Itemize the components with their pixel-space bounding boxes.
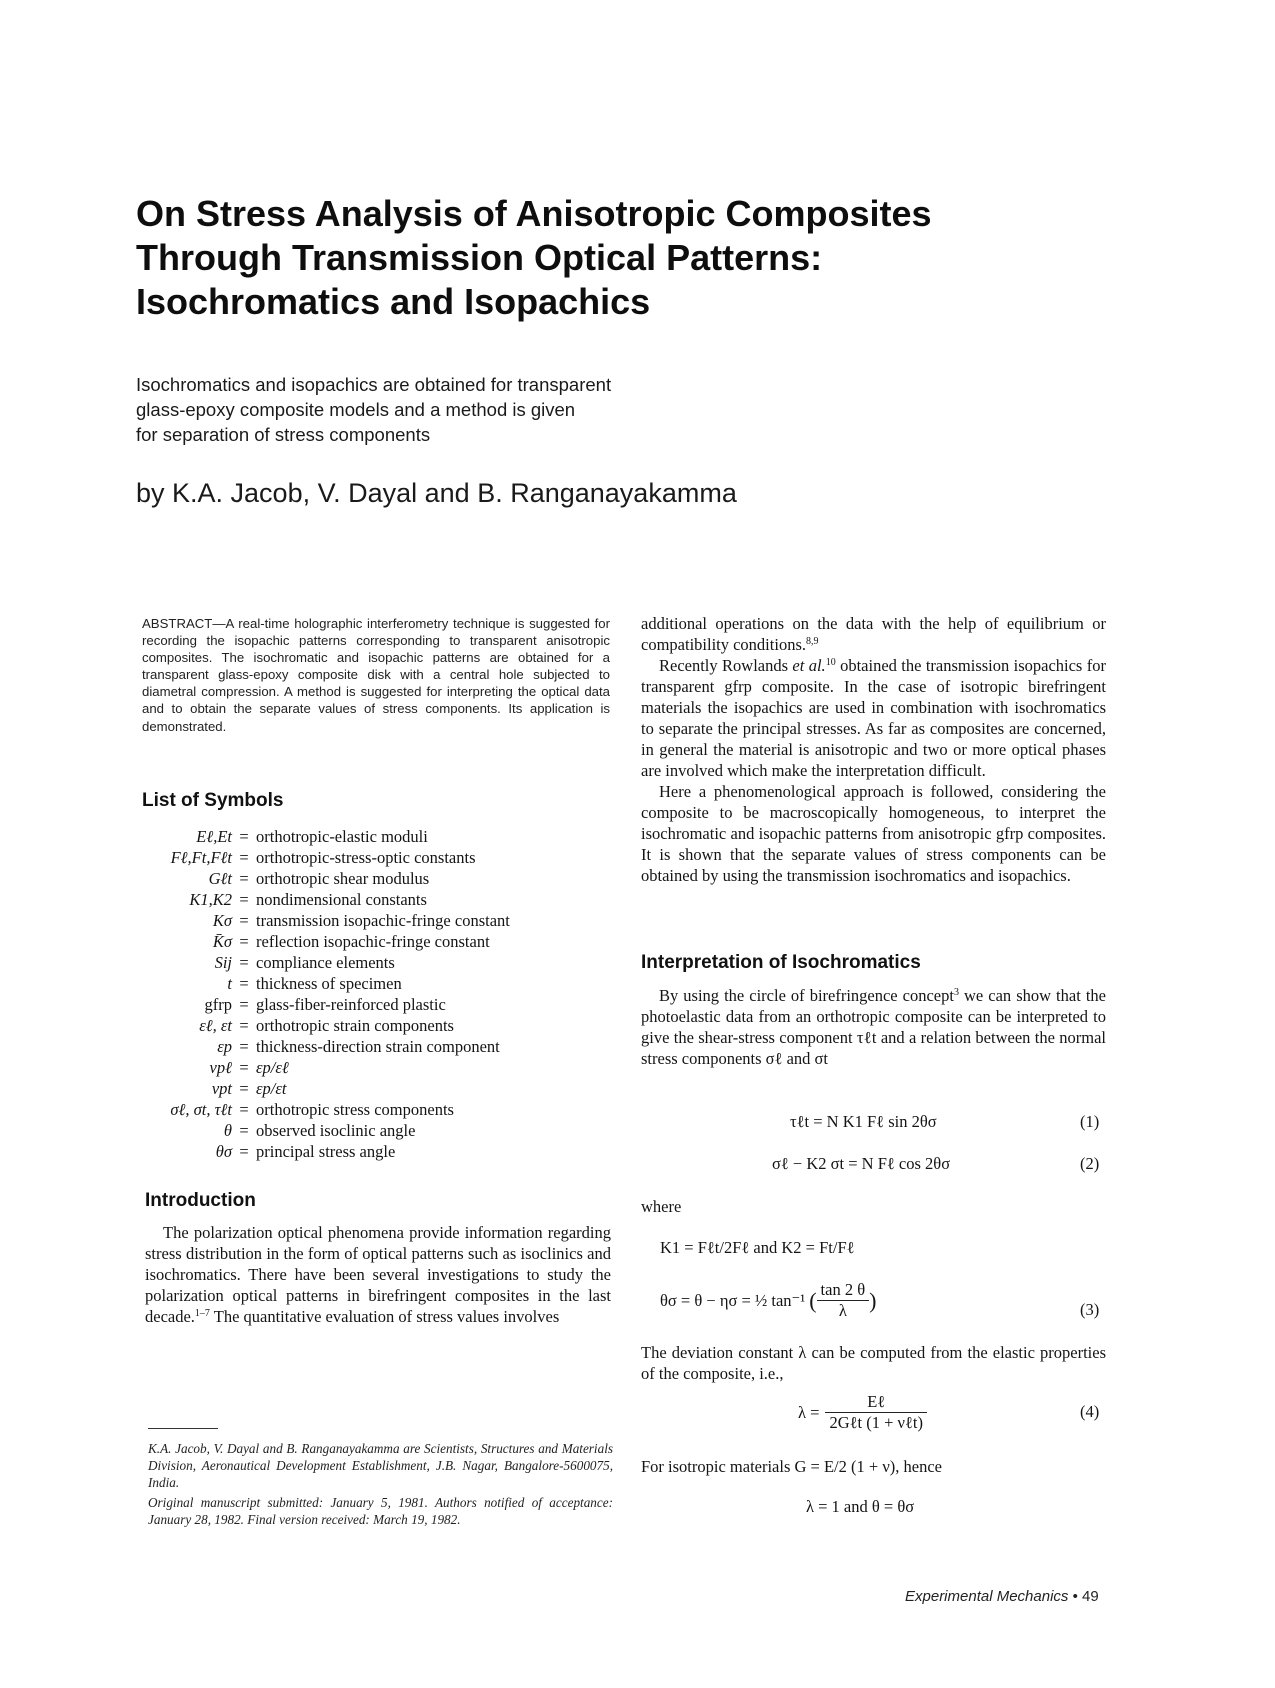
symbol-definition: orthotropic-stress-optic constants bbox=[256, 848, 476, 867]
equation-4 bbox=[798, 1392, 927, 1433]
symbol-definition: transmission isopachic-fringe constant bbox=[256, 911, 510, 930]
subtitle-line: Isochromatics and isopachics are obtained for transparent bbox=[136, 374, 612, 395]
symbol: Fℓ,Ft,Fℓt bbox=[170, 848, 232, 867]
symbol-row: Fℓ,Ft,Fℓt = orthotropic-stress-optic constants bbox=[120, 847, 620, 868]
paragraph: additional operations on the data with the help of equilibrium or compatibility conditions. bbox=[641, 614, 1106, 654]
symbol: Gℓt bbox=[208, 869, 232, 888]
abstract: ABSTRACT—A real-time holographic interferometry technique is suggested for recording the isopachic patterns corresponding to transparent anisotropic composites. The isochromatic and isopachic patterns are obtained for a transparent glass-epoxy composite disk with a central hole subjected to diametral compression. A method is suggested for interpreting the optical data and to obtain the separate values of stress components. Its application is demonstrated. bbox=[142, 616, 610, 734]
symbol: εp bbox=[217, 1037, 232, 1056]
symbol-row: t = thickness of specimen bbox=[120, 973, 620, 994]
intro-paragraph: The polarization optical phenomena provide information regarding stress distribution in the form of optical patterns such as isoclinics and isochromatics. There have been several investigations to study the polarization optical patterns in birefringent composites in the last decade. bbox=[145, 1223, 611, 1326]
symbol-definition: principal stress angle bbox=[256, 1142, 396, 1161]
symbol-definition: compliance elements bbox=[256, 953, 395, 972]
et-al: et al. bbox=[792, 656, 826, 675]
symbol-definition: thickness-direction strain component bbox=[256, 1037, 500, 1056]
symbol: εℓ, εt bbox=[199, 1016, 232, 1035]
paragraph: we can show that the photoelastic data from an orthotropic composite can be interpreted to give the shear-stress component τℓt and a relation between the normal stress components σℓ and σt bbox=[641, 986, 1106, 1068]
symbol-definition: orthotropic-elastic moduli bbox=[256, 827, 428, 846]
author-byline: by K.A. Jacob, V. Dayal and B. Ranganayakamma bbox=[136, 478, 737, 508]
symbol: Eℓ,Et bbox=[196, 827, 232, 846]
title-line: Isochromatics and Isopachics bbox=[136, 281, 651, 322]
symbol-definition: glass-fiber-reinforced plastic bbox=[256, 995, 446, 1014]
equation-1: τℓt = N K1 Fℓ sin 2θσ bbox=[790, 1112, 937, 1131]
manuscript-dates-footnote: Original manuscript submitted: January 5, 1981. Authors notified of acceptance: January 28, 1982. Final version received: March 19, 1982. bbox=[148, 1495, 613, 1527]
symbol-definition: reflection isopachic-fringe constant bbox=[256, 932, 490, 951]
equation-3-left: θσ = θ − ησ = ½ tan⁻¹ bbox=[660, 1290, 806, 1310]
paragraph: obtained the transmission isopachics for transparent gfrp composite. In the case of isotropic birefringent materials the isopachics are used in combination with isochromatics to separate the principal stresses. As far as composites are concerned, in general the material is anisotropic and two or more optical phases are involved which make the interpretation difficult. bbox=[641, 656, 1106, 780]
isochromatics-heading: Interpretation of Isochromatics bbox=[641, 952, 921, 973]
symbol-definition: orthotropic stress components bbox=[256, 1100, 454, 1119]
symbols-heading: List of Symbols bbox=[142, 790, 284, 811]
symbol: Kσ bbox=[212, 911, 232, 930]
symbol-row: θσ = principal stress angle bbox=[120, 1141, 620, 1162]
fraction-denominator: λ bbox=[838, 1301, 847, 1320]
equation-4-fraction bbox=[825, 1392, 927, 1433]
symbol: t bbox=[227, 974, 232, 993]
isochromatics-text bbox=[641, 985, 1106, 1069]
symbol: νpt bbox=[211, 1079, 232, 1098]
equation-4-left: λ = bbox=[798, 1402, 820, 1422]
symbol: K̄σ bbox=[212, 932, 232, 951]
equation-3-number: (3) bbox=[1080, 1300, 1100, 1319]
symbol-row: θ = observed isoclinic angle bbox=[120, 1120, 620, 1141]
symbol-row: Eℓ,Et = orthotropic-elastic moduli bbox=[120, 826, 620, 847]
symbol: K1,K2 bbox=[189, 890, 232, 909]
citation: 10 bbox=[825, 657, 836, 668]
symbol-row: εℓ, εt = orthotropic strain components bbox=[120, 1015, 620, 1036]
symbol-row: Sij = compliance elements bbox=[120, 952, 620, 973]
symbol-row: K̄σ = reflection isopachic-fringe constant bbox=[120, 931, 620, 952]
intro-paragraph-end: The quantitative evaluation of stress values involves bbox=[209, 1307, 560, 1326]
page-footer bbox=[905, 1588, 1099, 1605]
symbol: σℓ, σt, τℓt bbox=[170, 1100, 232, 1119]
equation-1-number: (1) bbox=[1080, 1112, 1100, 1131]
symbol-row: Kσ = transmission isopachic-fringe constant bbox=[120, 910, 620, 931]
k-constants-equation: K1 = Fℓt/2Fℓ and K2 = Ft/Fℓ bbox=[660, 1238, 855, 1257]
title-line: Through Transmission Optical Patterns: bbox=[136, 237, 823, 278]
symbol-row: Gℓt = orthotropic shear modulus bbox=[120, 868, 620, 889]
paragraph: Recently Rowlands bbox=[659, 656, 793, 675]
equation-4-number: (4) bbox=[1080, 1402, 1100, 1421]
introduction-heading: Introduction bbox=[145, 1190, 256, 1211]
citation: 1–7 bbox=[194, 1308, 210, 1319]
footnote-divider bbox=[148, 1428, 218, 1429]
equation-3-fraction bbox=[817, 1280, 870, 1321]
citation: 8,9 bbox=[805, 636, 819, 647]
paper-subtitle bbox=[136, 372, 736, 447]
right-column-text bbox=[641, 613, 1106, 886]
where-label: where bbox=[641, 1197, 682, 1216]
title-line: On Stress Analysis of Anisotropic Composites bbox=[136, 193, 932, 234]
symbol: Sij bbox=[214, 953, 232, 972]
symbol-list bbox=[120, 826, 620, 1162]
symbol-row: νpt = εp/εt bbox=[120, 1078, 620, 1099]
equation-2-number: (2) bbox=[1080, 1154, 1100, 1173]
symbol: νpℓ bbox=[209, 1058, 232, 1077]
symbol-definition: observed isoclinic angle bbox=[256, 1121, 416, 1140]
symbol-row: νpℓ = εp/εℓ bbox=[120, 1057, 620, 1078]
symbol-definition: thickness of specimen bbox=[256, 974, 402, 993]
subtitle-line: glass-epoxy composite models and a method is given bbox=[136, 399, 576, 420]
symbol-definition: orthotropic strain components bbox=[256, 1016, 454, 1035]
paper-title bbox=[136, 192, 1036, 324]
page-number: • 49 bbox=[1072, 1588, 1099, 1605]
introduction-text bbox=[145, 1222, 611, 1327]
paragraph: By using the circle of birefringence concept bbox=[659, 986, 954, 1005]
subtitle-line: for separation of stress components bbox=[136, 424, 431, 445]
fraction-numerator: Eℓ bbox=[825, 1392, 927, 1413]
symbol-definition: nondimensional constants bbox=[256, 890, 427, 909]
author-affiliation-footnote: K.A. Jacob, V. Dayal and B. Ranganayakamma are Scientists, Structures and Materials Division, Aeronautical Development Establishment, J.B. Nagar, Bangalore-5600075, India. bbox=[148, 1441, 613, 1490]
journal-name: Experimental Mechanics bbox=[905, 1588, 1069, 1605]
isotropic-text: For isotropic materials G = E/2 (1 + ν), hence bbox=[641, 1457, 942, 1476]
equation-2: σℓ − K2 σt = N Fℓ cos 2θσ bbox=[772, 1154, 951, 1173]
fraction-numerator: tan 2 θ bbox=[817, 1280, 870, 1301]
symbol-row: εp = thickness-direction strain component bbox=[120, 1036, 620, 1057]
symbol-definition: orthotropic shear modulus bbox=[256, 869, 430, 888]
symbol: gfrp bbox=[204, 995, 232, 1014]
equation-3: θσ = θ − ησ = ½ tan⁻¹ ( $\frac{\tan 2 \theta}{\lambda}$ ) bbox=[660, 1280, 877, 1320]
deviation-text: The deviation constant λ can be computed from the elastic properties of the composite, i.e., bbox=[641, 1343, 1106, 1383]
symbol-definition: εp/εℓ bbox=[256, 1058, 289, 1077]
symbol-row: K1,K2 = nondimensional constants bbox=[120, 889, 620, 910]
symbol: θ bbox=[223, 1121, 232, 1140]
symbol-definition: εp/εt bbox=[256, 1079, 287, 1098]
symbol-row: σℓ, σt, τℓt = orthotropic stress components bbox=[120, 1099, 620, 1120]
citation: 3 bbox=[953, 987, 959, 998]
fraction-denominator: 2Gℓt (1 + νℓt) bbox=[829, 1413, 923, 1432]
symbol: θσ bbox=[215, 1142, 232, 1161]
symbol-row: gfrp = glass-fiber-reinforced plastic bbox=[120, 994, 620, 1015]
paragraph: Here a phenomenological approach is followed, considering the composite to be macroscopically homogeneous, to interpret the isochromatic and isopachic patterns from anisotropic gfrp composites. It is shown that the separate values of stress components can be obtained by using the transmission isochromatics and isopachics. bbox=[641, 782, 1106, 885]
equation-5: λ = 1 and θ = θσ bbox=[806, 1497, 915, 1516]
